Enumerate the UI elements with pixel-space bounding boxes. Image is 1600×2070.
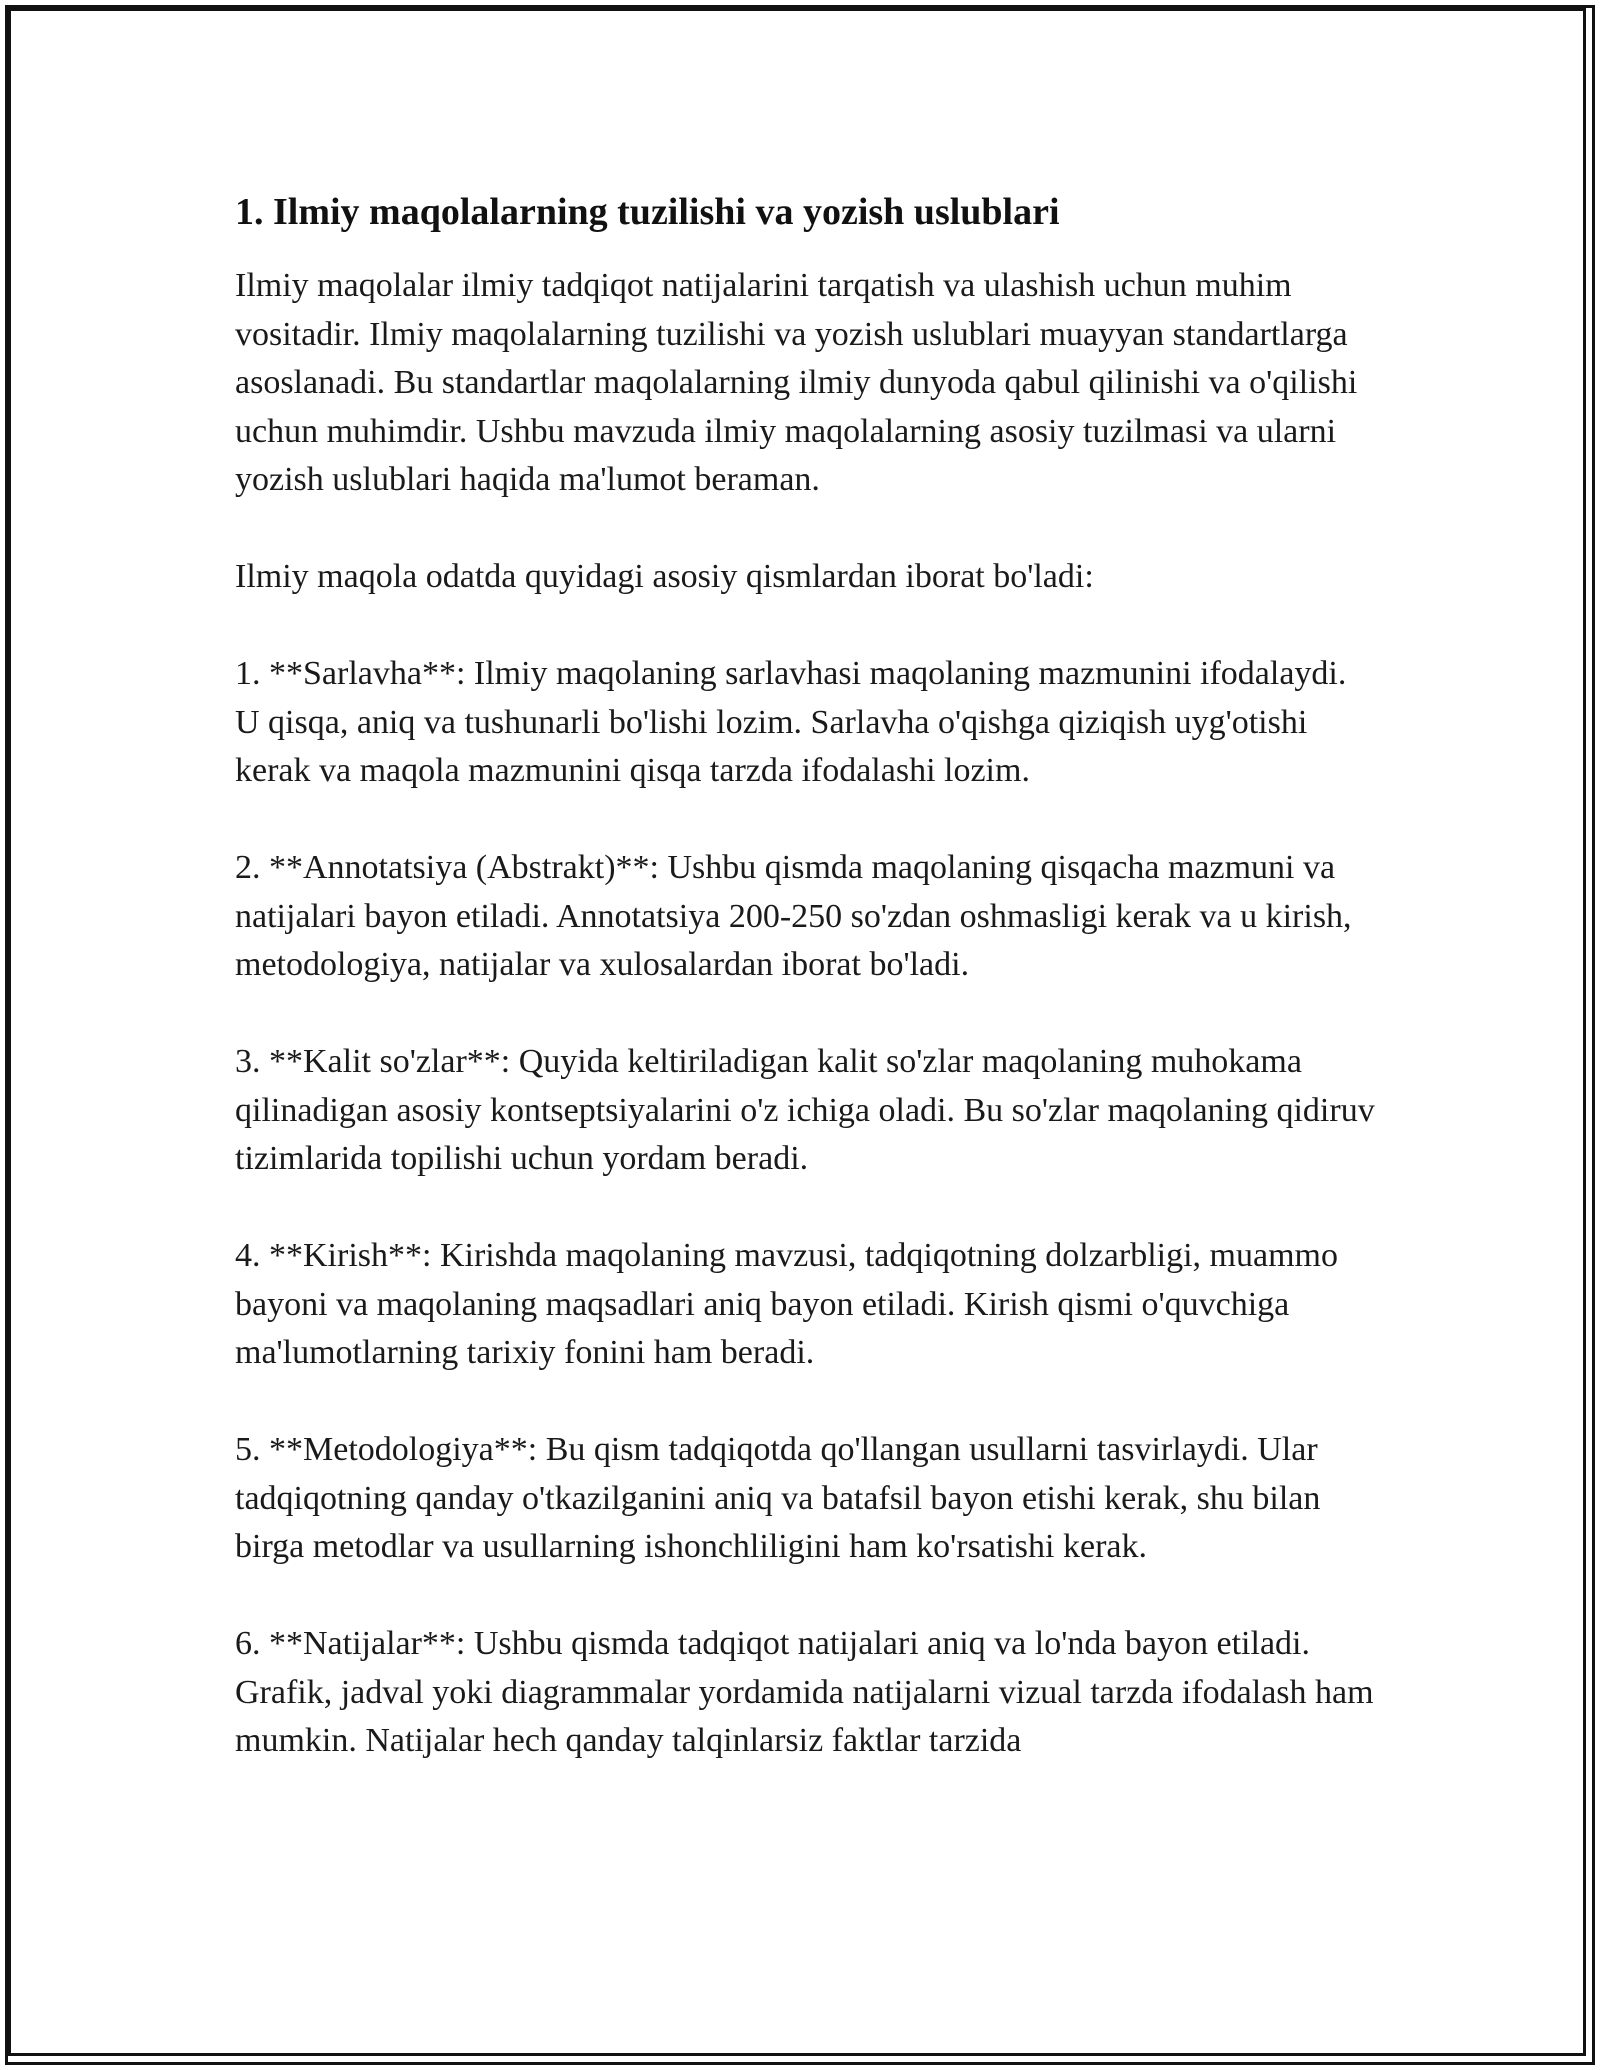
paragraph-intro: Ilmiy maqolalar ilmiy tadqiqot natijalarini tarqatish va ulashish uchun muhim vositadir. Ilmiy maqolalarning tuzilishi va yozish uslublari muayyan standartlarga asoslanadi. Bu standartlar maqolalarning ilmiy dunyoda qabul qilinishi va o'qilishi uchun muhimdir. Ushbu mavzuda ilmiy maqolalarning asosiy tuzilmasi va ularni yozish uslublari haqida ma'lumot beraman. bbox=[235, 267, 1358, 498]
list-item-sarlavha: 1. **Sarlavha**: Ilmiy maqolaning sarlavhasi maqolaning mazmunini ifodalaydi. U qisqa, aniq va tushunarli bo'lishi lozim. Sarlavha o'qishga qiziqish uyg'otishi kerak va maqola mazmunini qisqa tarzda ifodalashi lozim. bbox=[235, 655, 1347, 789]
list-item-kirish: 4. **Kirish**: Kirishda maqolaning mavzusi, tadqiqotning dolzarbligi, muammo bayoni va maqolaning maqsadlari aniq bayon etiladi. Kirish qismi o'quvchiga ma'lumotlarning tarixiy fonini ham beradi. bbox=[235, 1237, 1338, 1371]
document-body bbox=[235, 188, 1375, 1814]
list-item-metodologiya: 5. **Metodologiya**: Bu qism tadqiqotda qo'llangan usullarni tasvirlaydi. Ular tadqiqotning qanday o'tkazilganini aniq va batafsil bayon etishi kerak, shu bilan birga metodlar va usullarning ishonchliligini ham ko'rsatishi kerak. bbox=[235, 1431, 1321, 1565]
document-title: 1. Ilmiy maqolalarning tuzilishi va yozish uslublari bbox=[235, 191, 1060, 233]
list-item-natijalar: 6. **Natijalar**: Ushbu qismda tadqiqot natijalari aniq va lo'nda bayon etiladi. Grafik, jadval yoki diagrammalar yordamida natijalarni vizual tarzda ifodalash ham mumkin. Natijalar hech qanday talqinlarsiz faktlar tarzida bbox=[235, 1625, 1374, 1759]
list-item-kalit-sozlar: 3. **Kalit so'zlar**: Quyida keltiriladigan kalit so'zlar maqolaning muhokama qilinadigan asosiy kontseptsiyalarini o'z ichiga oladi. Bu so'zlar maqolaning qidiruv tizimlarida topilishi uchun yordam beradi. bbox=[235, 1043, 1375, 1177]
paragraph-parts-lead: Ilmiy maqola odatda quyidagi asosiy qismlardan iborat bo'ladi: bbox=[235, 558, 1094, 595]
list-item-annotatsiya: 2. **Annotatsiya (Abstrakt)**: Ushbu qismda maqolaning qisqacha mazmuni va natijalari bayon etiladi. Annotatsiya 200-250 so'zdan oshmasligi kerak va u kirish, metodologiya, natijalar va xulosalardan iborat bo'ladi. bbox=[235, 849, 1352, 983]
